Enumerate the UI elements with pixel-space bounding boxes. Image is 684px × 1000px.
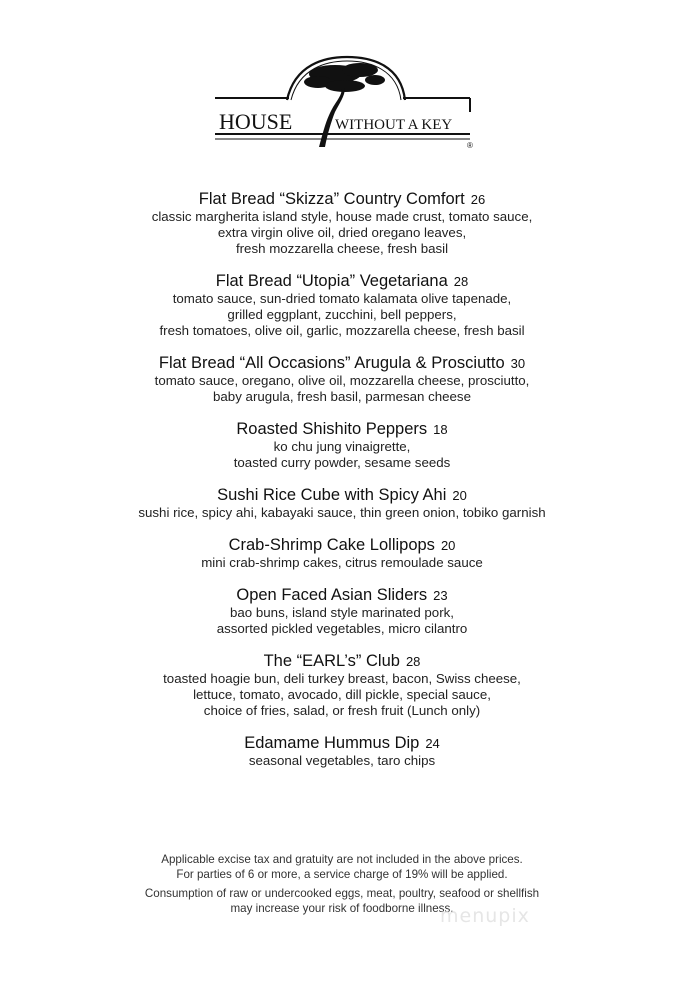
menu-item-description: [0, 605, 684, 637]
menu-item: [0, 734, 684, 769]
description-line: extra virgin olive oil, dried oregano leaves,: [217, 225, 467, 240]
menu-item-price: 24: [425, 736, 440, 751]
description-line: seasonal vegetables, taro chips: [248, 753, 436, 768]
description-line: toasted curry powder, sesame seeds: [233, 455, 451, 470]
menu-item: [0, 190, 684, 257]
menu-item-description: [0, 209, 684, 257]
menu-item-price: 30: [510, 356, 526, 371]
description-line: classic margherita island style, house made crust, tomato sauce,: [151, 209, 533, 224]
menu-item-price: 23: [433, 588, 448, 603]
menu-item-description: [0, 555, 684, 571]
menu-item-name: Open Faced Asian Sliders: [236, 586, 428, 604]
menu-item: [0, 652, 684, 719]
description-line: fresh tomatoes, olive oil, garlic, mozzarella cheese, fresh basil: [159, 323, 525, 338]
description-line: tomato sauce, sun-dried tomato kalamata olive tapenade,: [172, 291, 512, 306]
description-line: sushi rice, spicy ahi, kabayaki sauce, thin green onion, tobiko garnish: [138, 505, 546, 520]
menu-item-description: [0, 753, 684, 769]
description-line: assorted pickled vegetables, micro cilantro: [216, 621, 468, 636]
menu-item-name: Flat Bread “Skizza” Country Comfort: [198, 190, 465, 208]
raw-food-warning-line-1: Consumption of raw or undercooked eggs, meat, poultry, seafood or shellfish: [144, 887, 540, 900]
menu-item: [0, 354, 684, 405]
menu-item-price: 20: [440, 538, 456, 553]
menu-item-name: Roasted Shishito Peppers: [236, 420, 428, 438]
description-line: toasted hoagie bun, deli turkey breast, bacon, Swiss cheese,: [163, 671, 521, 686]
menu-item-description: [0, 373, 684, 405]
description-line: fresh mozzarella cheese, fresh basil: [235, 241, 449, 256]
footer-notes: [0, 852, 684, 916]
menu-item-price: 20: [452, 488, 467, 503]
description-line: lettuce, tomato, avocado, dill pickle, special sauce,: [193, 687, 491, 702]
menu-item: [0, 420, 684, 471]
raw-food-warning-line-2: may increase your risk of foodborne illness.: [230, 902, 454, 915]
description-line: tomato sauce, oregano, olive oil, mozzarella cheese, prosciutto,: [154, 373, 530, 388]
menu-item-description: [0, 291, 684, 339]
party-note: For parties of 6 or more, a service charge of 19% will be applied.: [176, 868, 508, 881]
menu-item-price: 28: [405, 654, 421, 669]
tax-note: Applicable excise tax and gratuity are not included in the above prices.: [161, 853, 523, 866]
logo-house-text: HOUSE: [219, 109, 293, 134]
menu-item-name: Flat Bread “All Occasions” Arugula & Prosciutto: [158, 354, 505, 372]
house-without-a-key-logo: [215, 52, 480, 152]
logo-trademark: ®: [467, 141, 473, 150]
description-line: baby arugula, fresh basil, parmesan cheese: [213, 389, 471, 404]
menu-item: [0, 486, 684, 521]
menu-item-name: Crab-Shrimp Cake Lollipops: [228, 536, 435, 554]
menu-list: [0, 190, 684, 784]
menu-item-description: [0, 439, 684, 471]
menu-item-price: 18: [433, 422, 448, 437]
menu-item-description: [0, 671, 684, 719]
menu-item-description: [0, 505, 684, 521]
description-line: mini crab-shrimp cakes, citrus remoulade sauce: [201, 555, 483, 570]
menu-item-name: The “EARL’s” Club: [263, 652, 400, 670]
menupix-watermark: menupix: [440, 905, 530, 927]
menu-item-name: Edamame Hummus Dip: [244, 734, 420, 752]
menu-item: [0, 272, 684, 339]
description-line: ko chu jung vinaigrette,: [273, 439, 411, 454]
description-line: grilled eggplant, zucchini, bell peppers,: [227, 307, 457, 322]
menu-item-name: Sushi Rice Cube with Spicy Ahi: [217, 486, 447, 504]
menu-item-price: 28: [453, 274, 469, 289]
menu-item-name: Flat Bread “Utopia” Vegetariana: [215, 272, 448, 290]
logo-without-a-key-text: WITHOUT A KEY: [335, 117, 453, 133]
description-line: bao buns, island style marinated pork,: [230, 605, 454, 620]
menu-item: [0, 586, 684, 637]
description-line: choice of fries, salad, or fresh fruit (Lunch only): [203, 703, 481, 718]
menu-item-price: 26: [470, 192, 486, 207]
menu-item: [0, 536, 684, 571]
